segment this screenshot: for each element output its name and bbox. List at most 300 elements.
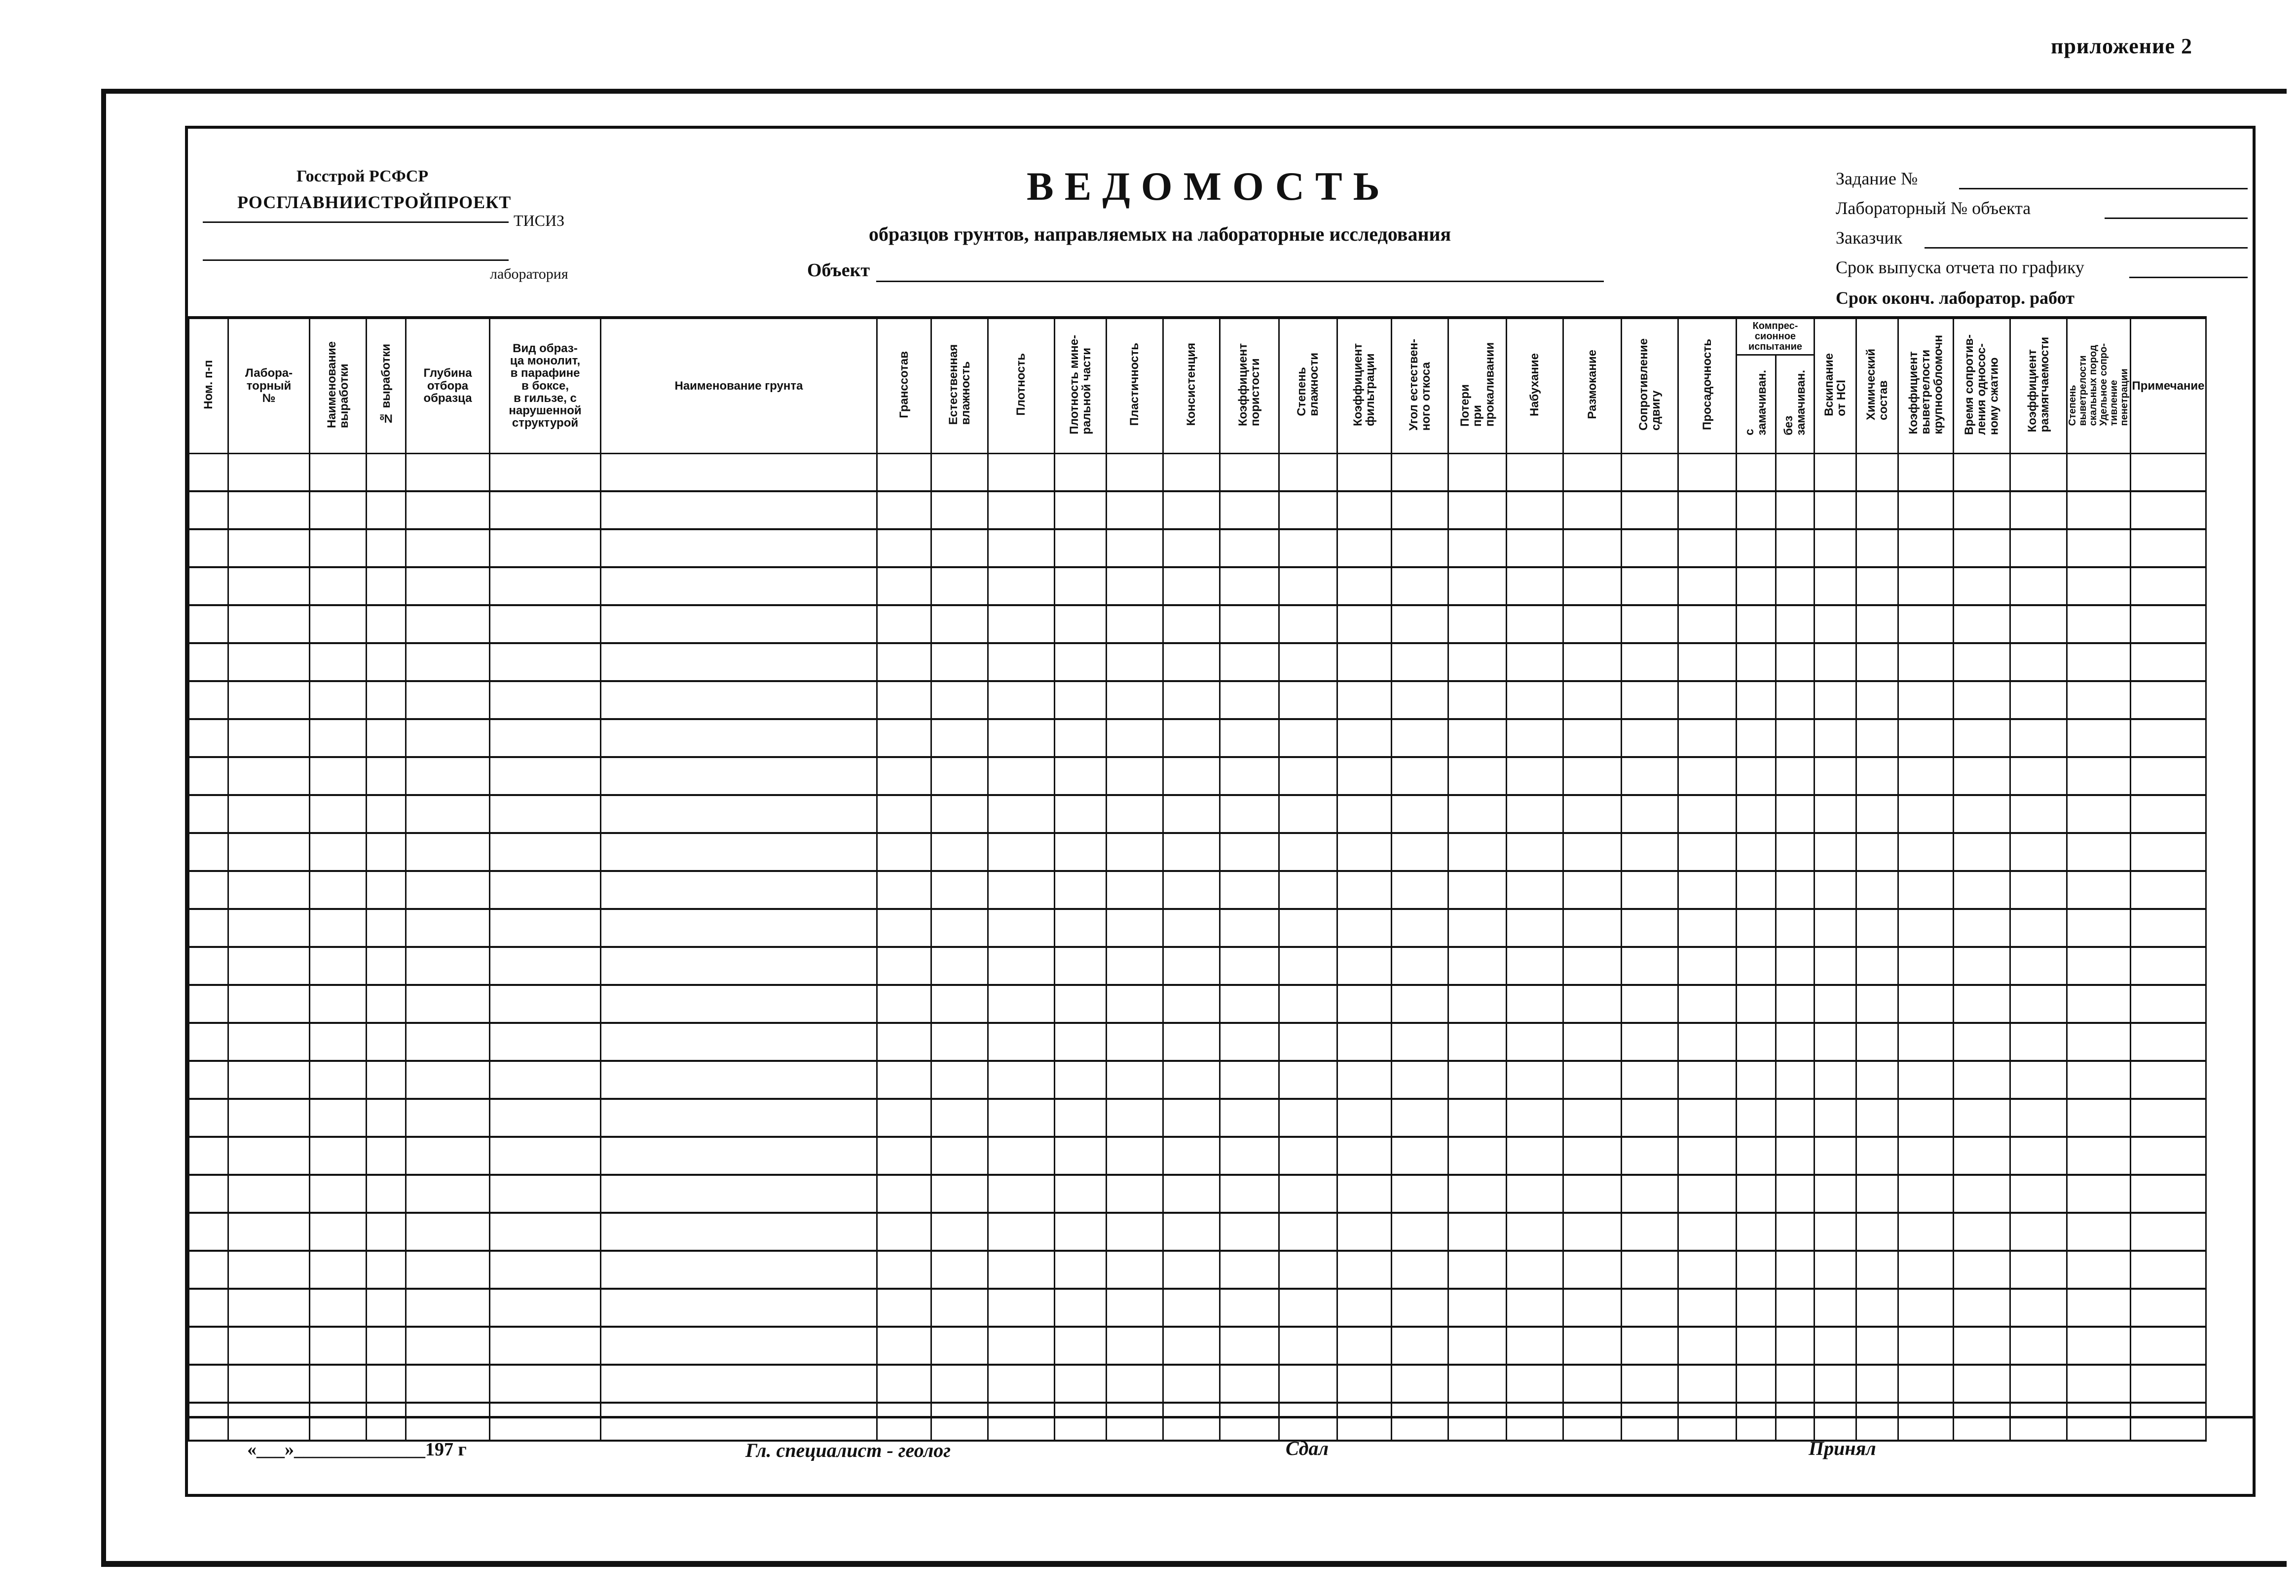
table-cell[interactable] [877,795,931,833]
table-cell[interactable] [1815,1365,1856,1403]
table-cell[interactable] [1055,453,1107,491]
table-cell[interactable] [490,1061,601,1099]
table-cell[interactable] [1055,681,1107,719]
table-cell[interactable] [228,719,310,757]
table-cell[interactable] [2010,833,2067,871]
table-cell[interactable] [1507,453,1563,491]
table-cell[interactable] [1622,833,1678,871]
table-cell[interactable] [310,529,367,567]
table-cell[interactable] [1678,1099,1737,1137]
table-cell[interactable] [877,1175,931,1213]
table-cell[interactable] [1163,491,1220,529]
table-cell[interactable] [2131,985,2206,1023]
table-cell[interactable] [228,757,310,795]
table-cell[interactable] [1678,681,1737,719]
table-cell[interactable] [406,567,490,605]
table-cell[interactable] [988,453,1055,491]
table-cell[interactable] [1815,491,1856,529]
table-cell[interactable] [1448,719,1507,757]
table-cell[interactable] [1776,491,1815,529]
table-cell[interactable] [1279,643,1337,681]
table-cell[interactable] [1055,605,1107,643]
table-cell[interactable] [189,795,228,833]
table-cell[interactable] [2010,1327,2067,1365]
table-cell[interactable] [1279,1099,1337,1137]
assignment-line[interactable] [1959,188,2248,189]
table-cell[interactable] [877,909,931,947]
table-cell[interactable] [988,605,1055,643]
table-cell[interactable] [406,605,490,643]
table-cell[interactable] [2131,643,2206,681]
table-cell[interactable] [1337,1365,1392,1403]
table-cell[interactable] [1563,1327,1622,1365]
table-cell[interactable] [1898,529,1954,567]
table-cell[interactable] [988,757,1055,795]
table-cell[interactable] [490,1289,601,1327]
table-cell[interactable] [1448,757,1507,795]
table-cell[interactable] [1954,1137,2010,1175]
table-cell[interactable] [1507,1251,1563,1289]
table-cell[interactable] [1563,719,1622,757]
table-cell[interactable] [1954,1023,2010,1061]
table-cell[interactable] [367,491,406,529]
table-cell[interactable] [1507,1137,1563,1175]
table-cell[interactable] [877,605,931,643]
table-cell[interactable] [367,1137,406,1175]
table-cell[interactable] [601,453,877,491]
table-cell[interactable] [601,529,877,567]
table-cell[interactable] [1448,643,1507,681]
table-cell[interactable] [2131,1251,2206,1289]
table-cell[interactable] [490,1099,601,1137]
table-cell[interactable] [1392,757,1448,795]
table-cell[interactable] [1220,795,1279,833]
table-cell[interactable] [1163,947,1220,985]
table-cell[interactable] [367,1213,406,1251]
table-cell[interactable] [1815,1213,1856,1251]
table-cell[interactable] [2067,833,2131,871]
table-cell[interactable] [1954,529,2010,567]
table-cell[interactable] [1279,567,1337,605]
table-cell[interactable] [1507,1023,1563,1061]
table-cell[interactable] [988,1327,1055,1365]
table-cell[interactable] [1856,1175,1898,1213]
table-cell[interactable] [1898,909,1954,947]
table-cell[interactable] [1737,719,1776,757]
table-cell[interactable] [1622,1061,1678,1099]
table-cell[interactable] [367,871,406,909]
table-cell[interactable] [1776,1175,1815,1213]
table-cell[interactable] [310,1365,367,1403]
table-cell[interactable] [367,1061,406,1099]
table-cell[interactable] [2067,1251,2131,1289]
table-cell[interactable] [2131,947,2206,985]
table-cell[interactable] [228,909,310,947]
table-cell[interactable] [1622,1023,1678,1061]
table-cell[interactable] [1856,567,1898,605]
table-cell[interactable] [1507,681,1563,719]
table-cell[interactable] [310,453,367,491]
table-cell[interactable] [1392,1099,1448,1137]
table-cell[interactable] [2067,1327,2131,1365]
table-cell[interactable] [1507,909,1563,947]
table-cell[interactable] [310,909,367,947]
table-cell[interactable] [877,491,931,529]
table-cell[interactable] [601,909,877,947]
table-cell[interactable] [1737,529,1776,567]
table-cell[interactable] [2067,1099,2131,1137]
table-cell[interactable] [1507,1365,1563,1403]
table-cell[interactable] [1392,1175,1448,1213]
table-cell[interactable] [1448,1365,1507,1403]
table-cell[interactable] [1815,529,1856,567]
table-cell[interactable] [2131,1327,2206,1365]
table-cell[interactable] [931,1327,988,1365]
table-cell[interactable] [1055,529,1107,567]
table-cell[interactable] [1163,1365,1220,1403]
table-cell[interactable] [406,491,490,529]
table-cell[interactable] [1448,1023,1507,1061]
table-cell[interactable] [1856,529,1898,567]
table-cell[interactable] [1279,453,1337,491]
table-cell[interactable] [1622,1251,1678,1289]
table-cell[interactable] [1678,719,1737,757]
table-cell[interactable] [228,947,310,985]
table-cell[interactable] [931,529,988,567]
table-cell[interactable] [1954,985,2010,1023]
table-cell[interactable] [988,947,1055,985]
table-cell[interactable] [2067,947,2131,985]
table-cell[interactable] [228,795,310,833]
table-cell[interactable] [2067,1175,2131,1213]
table-cell[interactable] [1392,1251,1448,1289]
table-cell[interactable] [2010,1175,2067,1213]
table-cell[interactable] [1337,491,1392,529]
table-cell[interactable] [1898,947,1954,985]
table-cell[interactable] [1815,1061,1856,1099]
table-cell[interactable] [189,1289,228,1327]
table-cell[interactable] [1279,491,1337,529]
table-cell[interactable] [1856,719,1898,757]
table-cell[interactable] [1220,1023,1279,1061]
table-cell[interactable] [1337,643,1392,681]
table-cell[interactable] [1337,529,1392,567]
table-cell[interactable] [1954,643,2010,681]
table-cell[interactable] [931,757,988,795]
table-cell[interactable] [1737,985,1776,1023]
table-cell[interactable] [310,719,367,757]
table-cell[interactable] [931,1289,988,1327]
table-cell[interactable] [877,1213,931,1251]
table-cell[interactable] [490,567,601,605]
table-cell[interactable] [2010,1137,2067,1175]
table-cell[interactable] [1563,491,1622,529]
tisiz-line[interactable] [203,221,509,223]
table-cell[interactable] [1220,985,1279,1023]
table-cell[interactable] [490,491,601,529]
table-cell[interactable] [1563,795,1622,833]
table-cell[interactable] [1392,909,1448,947]
table-cell[interactable] [1563,681,1622,719]
table-cell[interactable] [1815,1023,1856,1061]
table-cell[interactable] [1898,605,1954,643]
table-cell[interactable] [2131,719,2206,757]
table-cell[interactable] [2131,1061,2206,1099]
table-cell[interactable] [1776,833,1815,871]
table-cell[interactable] [1856,1251,1898,1289]
table-cell[interactable] [1055,1137,1107,1175]
table-cell[interactable] [931,1365,988,1403]
table-cell[interactable] [1392,795,1448,833]
table-cell[interactable] [490,909,601,947]
table-cell[interactable] [490,757,601,795]
table-cell[interactable] [1107,795,1163,833]
table-cell[interactable] [1107,1251,1163,1289]
table-cell[interactable] [1954,871,2010,909]
table-cell[interactable] [189,1251,228,1289]
table-cell[interactable] [1622,453,1678,491]
table-cell[interactable] [1737,453,1776,491]
table-cell[interactable] [490,453,601,491]
table-cell[interactable] [1107,1023,1163,1061]
table-cell[interactable] [931,1023,988,1061]
table-cell[interactable] [310,871,367,909]
table-cell[interactable] [406,681,490,719]
table-cell[interactable] [988,643,1055,681]
table-cell[interactable] [1776,1289,1815,1327]
table-cell[interactable] [1337,1099,1392,1137]
table-cell[interactable] [310,757,367,795]
table-cell[interactable] [1563,1023,1622,1061]
table-cell[interactable] [1954,1327,2010,1365]
table-cell[interactable] [490,985,601,1023]
table-cell[interactable] [1898,1327,1954,1365]
table-cell[interactable] [1815,1099,1856,1137]
table-cell[interactable] [988,529,1055,567]
table-cell[interactable] [1337,719,1392,757]
table-cell[interactable] [228,833,310,871]
table-cell[interactable] [601,1327,877,1365]
table-cell[interactable] [367,643,406,681]
table-cell[interactable] [189,491,228,529]
table-cell[interactable] [310,985,367,1023]
table-cell[interactable] [228,1327,310,1365]
table-cell[interactable] [1563,567,1622,605]
table-cell[interactable] [1563,833,1622,871]
table-cell[interactable] [1954,1365,2010,1403]
table-cell[interactable] [1107,1137,1163,1175]
table-cell[interactable] [1337,567,1392,605]
table-cell[interactable] [988,567,1055,605]
table-cell[interactable] [1448,491,1507,529]
table-cell[interactable] [1737,491,1776,529]
table-cell[interactable] [877,453,931,491]
table-cell[interactable] [877,681,931,719]
table-cell[interactable] [2131,605,2206,643]
table-cell[interactable] [1678,567,1737,605]
table-cell[interactable] [189,1023,228,1061]
table-cell[interactable] [367,1175,406,1213]
table-cell[interactable] [1448,947,1507,985]
table-cell[interactable] [1678,947,1737,985]
table-cell[interactable] [1055,947,1107,985]
table-cell[interactable] [1737,871,1776,909]
table-cell[interactable] [1107,833,1163,871]
table-cell[interactable] [1507,833,1563,871]
table-cell[interactable] [1337,1289,1392,1327]
table-cell[interactable] [1856,871,1898,909]
table-cell[interactable] [1055,1289,1107,1327]
table-cell[interactable] [1163,1175,1220,1213]
table-cell[interactable] [1055,757,1107,795]
table-cell[interactable] [406,871,490,909]
table-cell[interactable] [988,985,1055,1023]
table-cell[interactable] [1279,833,1337,871]
table-cell[interactable] [310,1023,367,1061]
table-cell[interactable] [1856,453,1898,491]
table-cell[interactable] [1107,1061,1163,1099]
table-cell[interactable] [310,1251,367,1289]
table-cell[interactable] [1856,1099,1898,1137]
table-cell[interactable] [1954,567,2010,605]
table-cell[interactable] [189,1099,228,1137]
table-cell[interactable] [367,795,406,833]
table-cell[interactable] [1776,1213,1815,1251]
table-cell[interactable] [1776,1137,1815,1175]
table-cell[interactable] [367,1251,406,1289]
table-cell[interactable] [1898,1213,1954,1251]
table-cell[interactable] [1815,757,1856,795]
table-cell[interactable] [877,871,931,909]
table-cell[interactable] [1220,529,1279,567]
table-cell[interactable] [1954,1289,2010,1327]
table-cell[interactable] [877,1365,931,1403]
table-cell[interactable] [1776,681,1815,719]
table-cell[interactable] [228,1137,310,1175]
table-cell[interactable] [988,1061,1055,1099]
table-cell[interactable] [1448,833,1507,871]
table-cell[interactable] [1220,567,1279,605]
table-cell[interactable] [1220,643,1279,681]
table-cell[interactable] [1337,1137,1392,1175]
table-cell[interactable] [988,719,1055,757]
table-cell[interactable] [877,1023,931,1061]
table-cell[interactable] [988,1023,1055,1061]
table-cell[interactable] [2067,567,2131,605]
table-cell[interactable] [931,567,988,605]
table-cell[interactable] [601,1213,877,1251]
table-cell[interactable] [406,1213,490,1251]
table-cell[interactable] [1622,1365,1678,1403]
table-cell[interactable] [1337,681,1392,719]
table-cell[interactable] [310,1137,367,1175]
table-cell[interactable] [1507,795,1563,833]
table-cell[interactable] [1815,1289,1856,1327]
table-cell[interactable] [1737,1251,1776,1289]
table-cell[interactable] [1678,985,1737,1023]
table-cell[interactable] [490,681,601,719]
table-cell[interactable] [310,1099,367,1137]
table-cell[interactable] [1279,985,1337,1023]
table-cell[interactable] [877,1137,931,1175]
table-cell[interactable] [601,1251,877,1289]
table-cell[interactable] [1392,1289,1448,1327]
table-cell[interactable] [189,1061,228,1099]
table-cell[interactable] [310,605,367,643]
report-deadline-line[interactable] [2129,277,2248,278]
table-cell[interactable] [1163,529,1220,567]
table-cell[interactable] [228,1061,310,1099]
table-cell[interactable] [601,1061,877,1099]
table-cell[interactable] [877,1061,931,1099]
table-cell[interactable] [988,1137,1055,1175]
table-cell[interactable] [1107,947,1163,985]
table-cell[interactable] [2010,1289,2067,1327]
table-cell[interactable] [1163,605,1220,643]
table-cell[interactable] [1448,985,1507,1023]
table-cell[interactable] [1815,947,1856,985]
table-cell[interactable] [1898,1099,1954,1137]
table-cell[interactable] [1448,1137,1507,1175]
table-cell[interactable] [189,1175,228,1213]
table-cell[interactable] [1392,491,1448,529]
table-cell[interactable] [931,795,988,833]
table-cell[interactable] [1163,1137,1220,1175]
table-cell[interactable] [1678,1327,1737,1365]
table-cell[interactable] [1220,871,1279,909]
table-cell[interactable] [1898,453,1954,491]
table-cell[interactable] [1279,1137,1337,1175]
table-cell[interactable] [1563,947,1622,985]
table-cell[interactable] [1163,567,1220,605]
table-cell[interactable] [1220,1213,1279,1251]
table-cell[interactable] [2131,1099,2206,1137]
table-cell[interactable] [601,871,877,909]
table-cell[interactable] [189,909,228,947]
table-cell[interactable] [1737,1061,1776,1099]
table-cell[interactable] [1898,1365,1954,1403]
table-cell[interactable] [1055,491,1107,529]
table-cell[interactable] [406,1023,490,1061]
table-cell[interactable] [490,795,601,833]
table-cell[interactable] [1163,1251,1220,1289]
table-cell[interactable] [228,1023,310,1061]
table-cell[interactable] [228,1213,310,1251]
table-cell[interactable] [2010,491,2067,529]
table-cell[interactable] [1107,491,1163,529]
table-cell[interactable] [2067,795,2131,833]
table-cell[interactable] [228,1175,310,1213]
table-cell[interactable] [228,1365,310,1403]
table-cell[interactable] [1448,1289,1507,1327]
table-cell[interactable] [931,1213,988,1251]
table-cell[interactable] [1055,909,1107,947]
table-cell[interactable] [1279,605,1337,643]
table-cell[interactable] [1622,719,1678,757]
table-cell[interactable] [406,1175,490,1213]
table-cell[interactable] [2067,491,2131,529]
table-cell[interactable] [877,985,931,1023]
table-cell[interactable] [1954,719,2010,757]
table-cell[interactable] [1737,1023,1776,1061]
table-cell[interactable] [1448,1251,1507,1289]
table-cell[interactable] [228,453,310,491]
table-cell[interactable] [1507,643,1563,681]
table-cell[interactable] [1678,795,1737,833]
table-cell[interactable] [1392,833,1448,871]
table-cell[interactable] [1279,719,1337,757]
table-cell[interactable] [1337,757,1392,795]
